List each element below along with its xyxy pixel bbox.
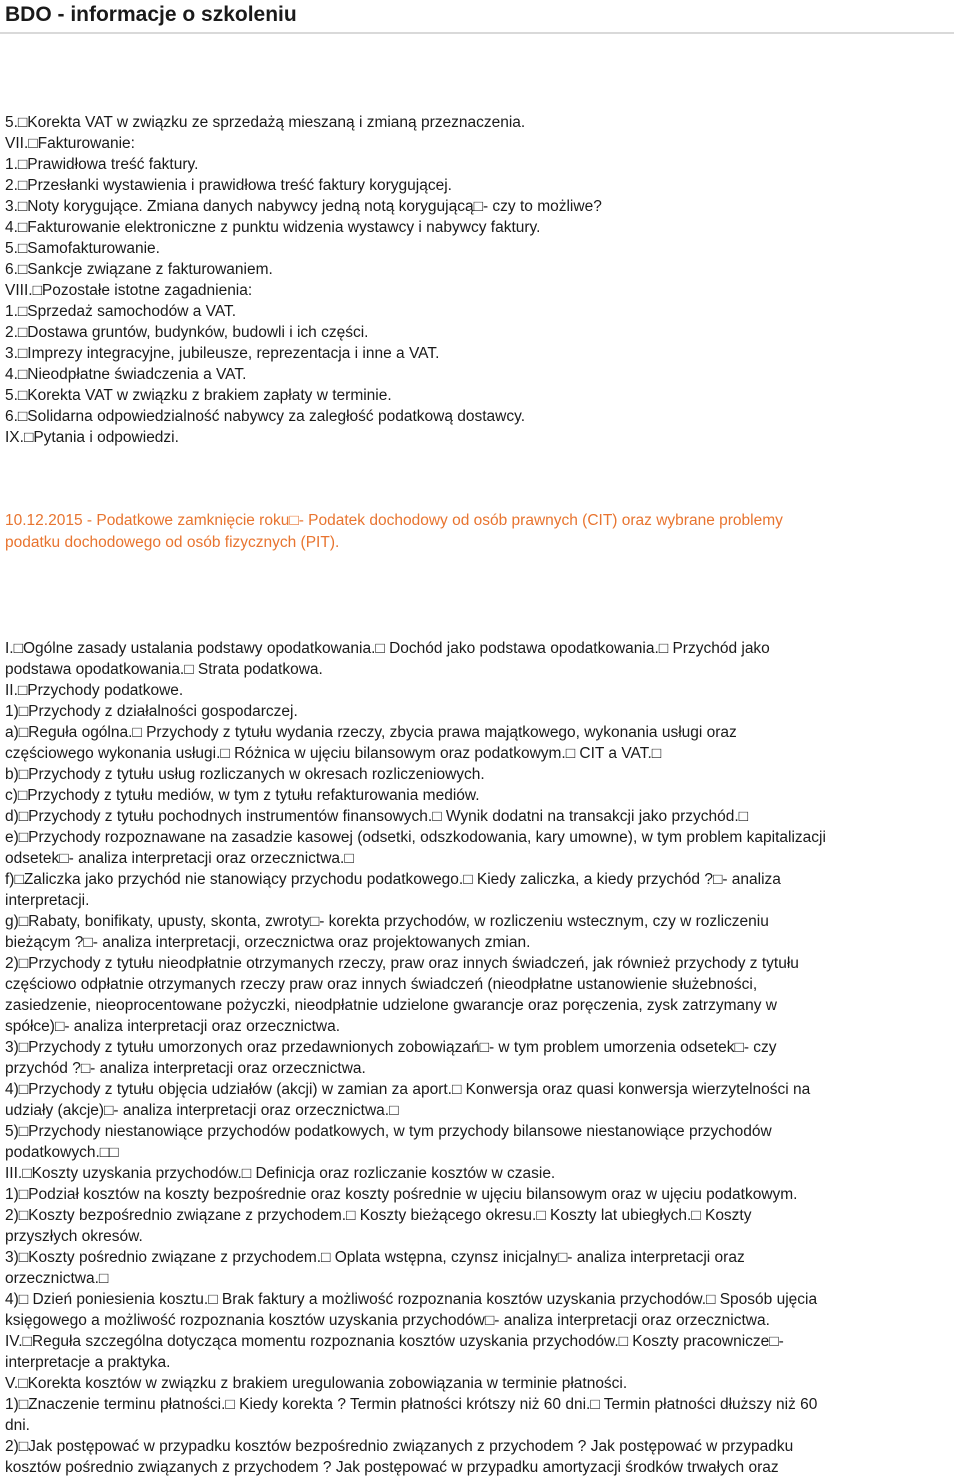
program-line: częściowo odpłatnie otrzymanych rzeczy praw oraz innych świadczeń (nieodpłatne ustanowienie służebności,: [5, 976, 758, 993]
program-line: 2)□Jak postępować w przypadku kosztów bezpośrednio związanych z przychodem ? Jak postępować w przypadku: [5, 1438, 794, 1455]
program-line: 4)□Przychody z tytułu objęcia udziałów (akcji) w zamian za aport.□ Konwersja oraz quasi konwersja wierzytelności na: [5, 1081, 811, 1098]
program-line: przychód ?□- analiza interpretacji oraz orzecznictwa.: [5, 1060, 366, 1077]
program-line: IV.□Reguła szczególna dotycząca momentu rozpoznania kosztów uzyskania przychodów.□ Koszty pracownicze□-: [5, 1333, 784, 1350]
program-line: interpretacje a praktyka.: [5, 1354, 171, 1371]
program-line: częściowego wykonania usługi.□ Różnica w ujęciu bilansowym oraz podatkowym.□ CIT a VAT.□: [5, 745, 662, 762]
program-line: 1.□Sprzedaż samochodów a VAT.: [5, 303, 237, 320]
session-heading: [5, 510, 940, 554]
program-line: 1.□Prawidłowa treść faktury.: [5, 156, 199, 173]
program-line: kosztów pośrednio związanych z przychodem ? Jak postępować w przypadku amortyzacji środków trwałych oraz: [5, 1459, 779, 1476]
program-line: d)□Przychody z tytułu pochodnych instrumentów finansowych.□ Wynik dodatni na transakcji jako przychód.□: [5, 808, 749, 825]
program-line: 2)□Przychody z tytułu nieodpłatnie otrzymanych rzeczy, praw oraz innych świadczeń, jak również przychody z tytułu: [5, 955, 799, 972]
program-line: b)□Przychody z tytułu usług rozliczanych w okresach rozliczeniowych.: [5, 766, 485, 783]
program-line: 3.□Imprezy integracyjne, jubileusze, reprezentacja i inne a VAT.: [5, 345, 440, 362]
program-line: księgowego a możliwość rozpoznania kosztów uzyskania przychodów□- analiza interpretacji oraz orzecznictwa.: [5, 1312, 770, 1329]
program-line: VII.□Fakturowanie:: [5, 135, 135, 152]
program-line: podatkowych.□□: [5, 1144, 119, 1161]
program-line: spółce)□- analiza interpretacji oraz orzecznictwa.: [5, 1018, 340, 1035]
program-line: 4.□Nieodpłatne świadczenia a VAT.: [5, 366, 247, 383]
program-line: 5)□Przychody niestanowiące przychodów podatkowych, w tym przychody bilansowe niestanowiące przychodów: [5, 1123, 772, 1140]
program-line: 1)□Przychody z działalności gospodarczej.: [5, 703, 298, 720]
program-line: odsetek□- analiza interpretacji oraz orzecznictwa.□: [5, 850, 354, 867]
program-line: f)□Zaliczka jako przychód nie stanowiący przychodu podatkowego.□ Kiedy zaliczka, a kiedy przychód ?□- analiza: [5, 871, 781, 888]
program-line: g)□Rabaty, bonifikaty, upusty, skonta, zwroty□- korekta przychodów, w rozliczeniu wstecznym, czy w rozliczeniu: [5, 913, 769, 930]
program-part-1: [5, 112, 940, 448]
program-line: 5.□Korekta VAT w związku ze sprzedażą mieszaną i zmianą przeznaczenia.: [5, 114, 526, 131]
program-line: bieżącym ?□- analiza interpretacji, orzecznictwa oraz projektowanych zmian.: [5, 934, 531, 951]
session-heading-line: podatku dochodowego od osób fizycznych (PIT).: [5, 534, 340, 551]
program-line: przyszłych okresów.: [5, 1228, 143, 1245]
program-line: 2.□Przesłanki wystawienia i prawidłowa treść faktury korygującej.: [5, 177, 452, 194]
program-line: II.□Przychody podatkowe.: [5, 682, 184, 699]
program-line: dni.: [5, 1417, 30, 1434]
program-line: IX.□Pytania i odpowiedzi.: [5, 429, 179, 446]
program-line: 3)□Koszty pośrednio związane z przychodem.□ Oplata wstępna, czynsz inicjalny□- analiza interpretacji oraz: [5, 1249, 745, 1266]
program-line: VIII.□Pozostałe istotne zagadnienia:: [5, 282, 253, 299]
program-line: 4)□ Dzień poniesienia kosztu.□ Brak faktury a możliwość rozpoznania kosztów uzyskania przychodów.□ Sposób ujęcia: [5, 1291, 818, 1308]
program-line: 1)□Znaczenie terminu płatności.□ Kiedy korekta ? Termin płatności krótszy niż 60 dni.□ Termin płatności dłuższy niż 60: [5, 1396, 818, 1413]
program-line: 6.□Solidarna odpowiedzialność nabywcy za zaległość podatkową dostawcy.: [5, 408, 526, 425]
session-heading-line: 10.12.2015 - Podatkowe zamknięcie roku□- Podatek dochodowy od osób prawnych (CIT) oraz wybrane problemy: [5, 512, 783, 529]
page-header: [0, 0, 954, 34]
program-line: 2.□Dostawa gruntów, budynków, budowli i ich części.: [5, 324, 369, 341]
program-line: 3)□Przychody z tytułu umorzonych oraz przedawnionych zobowiązań□- w tym problem umorzenia odsetek□- czy: [5, 1039, 777, 1056]
program-line: podstawa opodatkowania.□ Strata podatkowa.: [5, 661, 323, 678]
program-line: 3.□Noty korygujące. Zmiana danych nabywcy jedną notą korygującą□- czy to możliwe?: [5, 198, 602, 215]
program-line: 5.□Samofakturowanie.: [5, 240, 160, 257]
program-line: e)□Przychody rozpoznawane na zasadzie kasowej (odsetki, odszkodowania, kary umowne), w tym problem kapitalizacji: [5, 829, 826, 846]
program-line: a)□Reguła ogólna.□ Przychody z tytułu wydania rzeczy, zbycia prawa majątkowego, wykonania usługi oraz: [5, 724, 737, 741]
program-line: interpretacji.: [5, 892, 90, 909]
program-line: III.□Koszty uzyskania przychodów.□ Definicja oraz rozliczanie kosztów w czasie.: [5, 1165, 556, 1182]
program-line: 2)□Koszty bezpośrednio związane z przychodem.□ Koszty bieżącego okresu.□ Koszty lat ubiegłych.□ Koszty: [5, 1207, 752, 1224]
program-line: orzecznictwa.□: [5, 1270, 109, 1287]
program-line: I.□Ogólne zasady ustalania podstawy opodatkowania.□ Dochód jako podstawa opodatkowania.□ Przychód jako: [5, 640, 770, 657]
program-line: 4.□Fakturowanie elektroniczne z punktu widzenia wystawcy i nabywcy faktury.: [5, 219, 541, 236]
program-line: V.□Korekta kosztów w związku z brakiem uregulowania zobowiązania w terminie płatności.: [5, 1375, 628, 1392]
program-line: 1)□Podział kosztów na koszty bezpośrednie oraz koszty pośrednie w ujęciu bilansowym oraz w ujęciu podatkowym.: [5, 1186, 798, 1203]
program-line: zasiedzenie, nieoprocentowane pożyczki, nieodpłatnie udzielone gwarancje oraz poręczenia, zysk zatrzymany w: [5, 997, 777, 1014]
program-line: c)□Przychody z tytułu mediów, w tym z tytułu refakturowania mediów.: [5, 787, 480, 804]
program-part-2: [5, 638, 940, 1478]
program-line: 6.□Sankcje związane z fakturowaniem.: [5, 261, 273, 278]
program-line: udziały (akcje)□- analiza interpretacji oraz orzecznictwa.□: [5, 1102, 399, 1119]
page-title: BDO - informacje o szkoleniu: [5, 3, 297, 26]
program-line: 5.□Korekta VAT w związku z brakiem zapłaty w terminie.: [5, 387, 392, 404]
